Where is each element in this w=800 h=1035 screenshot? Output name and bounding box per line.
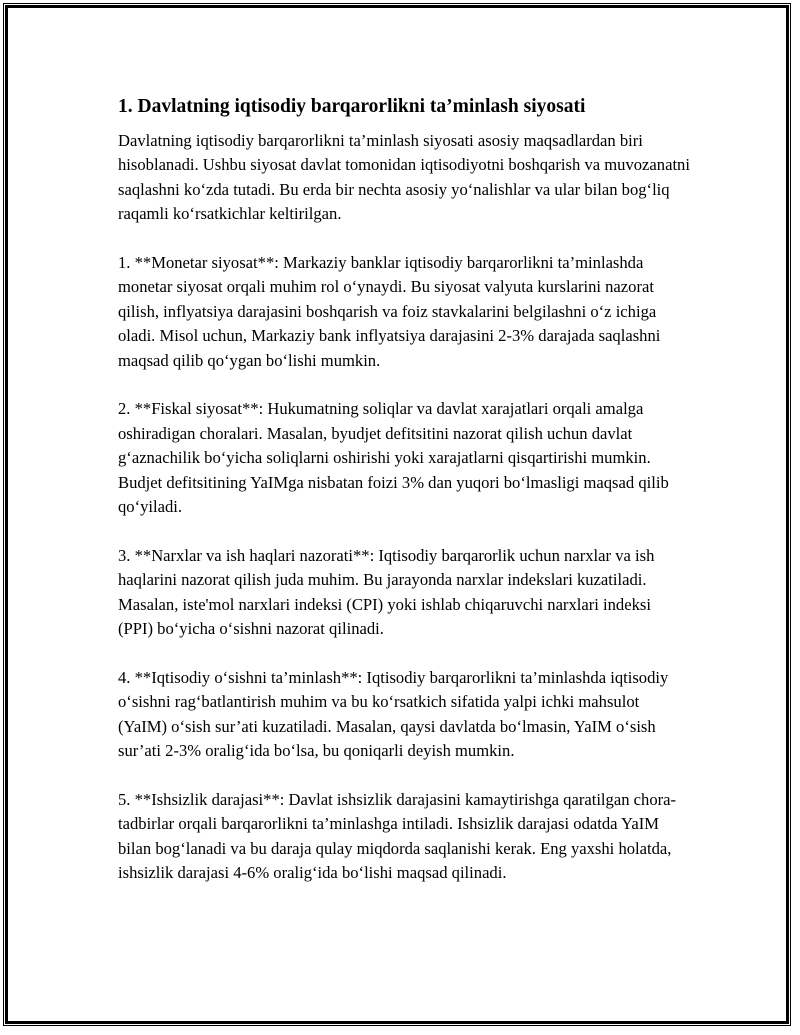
section-heading: 1. Davlatning iqtisodiy barqarorlikni ta’minlash siyosati (118, 96, 586, 117)
paragraph-unemployment: 5. **Ishsizlik darajasi**: Davlat ishsizlik darajasini kamaytirishga qaratilgan chora-tadbirlar orqali barqarorlikni ta’minlashga intiladi. Ishsizlik darajasi odatda YaIM bilan bogʻlanadi va bu daraja qulay miqdorda saqlanishi kerak. Eng yaxshi holatda, ishsizlik darajasi 4-6% oraligʻida boʻlishi maqsad qilinadi. (118, 789, 677, 883)
paragraph-economic-growth: 4. **Iqtisodiy oʻsishni ta’minlash**: Iqtisodiy barqarorlikni ta’minlashda iqtisodiy oʻsishni ragʻbatlantirish muhim va bu koʻrsatkich sifatida yalpi ichki mahsulot (YaIM) oʻsish sur’ati kuzatiladi. Masalan, qaysi davlatda boʻlmasin, YaIM oʻsish sur’ati 2-3% oraligʻida boʻlsa, bu qoniqarli deyish mumkin. (118, 667, 669, 761)
paragraph-fiscal-policy: 2. **Fiskal siyosat**: Hukumatning soliqlar va davlat xarajatlari orqali amalga oshiradigan choralari. Masalan, byudjet defitsitini nazorat qilish uchun davlat gʻaznachilik boʻyicha soliqlarni oshirishi yoki xarajatlarni qisqartirishi mumkin. Budjet defitsitining YaIMga nisbatan foizi 3% dan yuqori boʻlmasligi maqsad qilib qoʻyiladi. (118, 399, 669, 517)
intro-paragraph: Davlatning iqtisodiy barqarorlikni ta’minlash siyosati asosiy maqsadlardan biri hisoblanadi. Ushbu siyosat davlat tomonidan iqtisodiyotni boshqarish va muvozanatni saqlashni koʻzda tutadi. Bu erda bir nechta asosiy yoʻnalishlar va ular bilan bogʻliq raqamli koʻrsatkichlar keltirilgan. (118, 131, 690, 224)
document-body (118, 95, 690, 886)
paragraph-monetary-policy: 1. **Monetar siyosat**: Markaziy banklar iqtisodiy barqarorlikni ta’minlashda monetar siyosat orqali muhim rol oʻynaydi. Bu siyosat valyuta kurslarini nazorat qilish, inflyatsiya darajasini boshqarish va foiz stavkalarini belgilashni oʻz ichiga oladi. Misol uchun, Markaziy bank inflyatsiya darajasini 2-3% darajada saqlashni maqsad qilib qoʻygan boʻlishi mumkin. (118, 253, 661, 370)
paragraph-price-wage-control: 3. **Narxlar va ish haqlari nazorati**: Iqtisodiy barqarorlik uchun narxlar va ish haqlarini nazorat qilish juda muhim. Bu jarayonda narxlar indekslari kuzatiladi. Masalan, iste'mol narxlari indeksi (CPI) yoki ishlab chiqaruvchi narxlari indeksi (PPI) boʻyicha oʻsishni nazorat qilinadi. (118, 545, 655, 639)
